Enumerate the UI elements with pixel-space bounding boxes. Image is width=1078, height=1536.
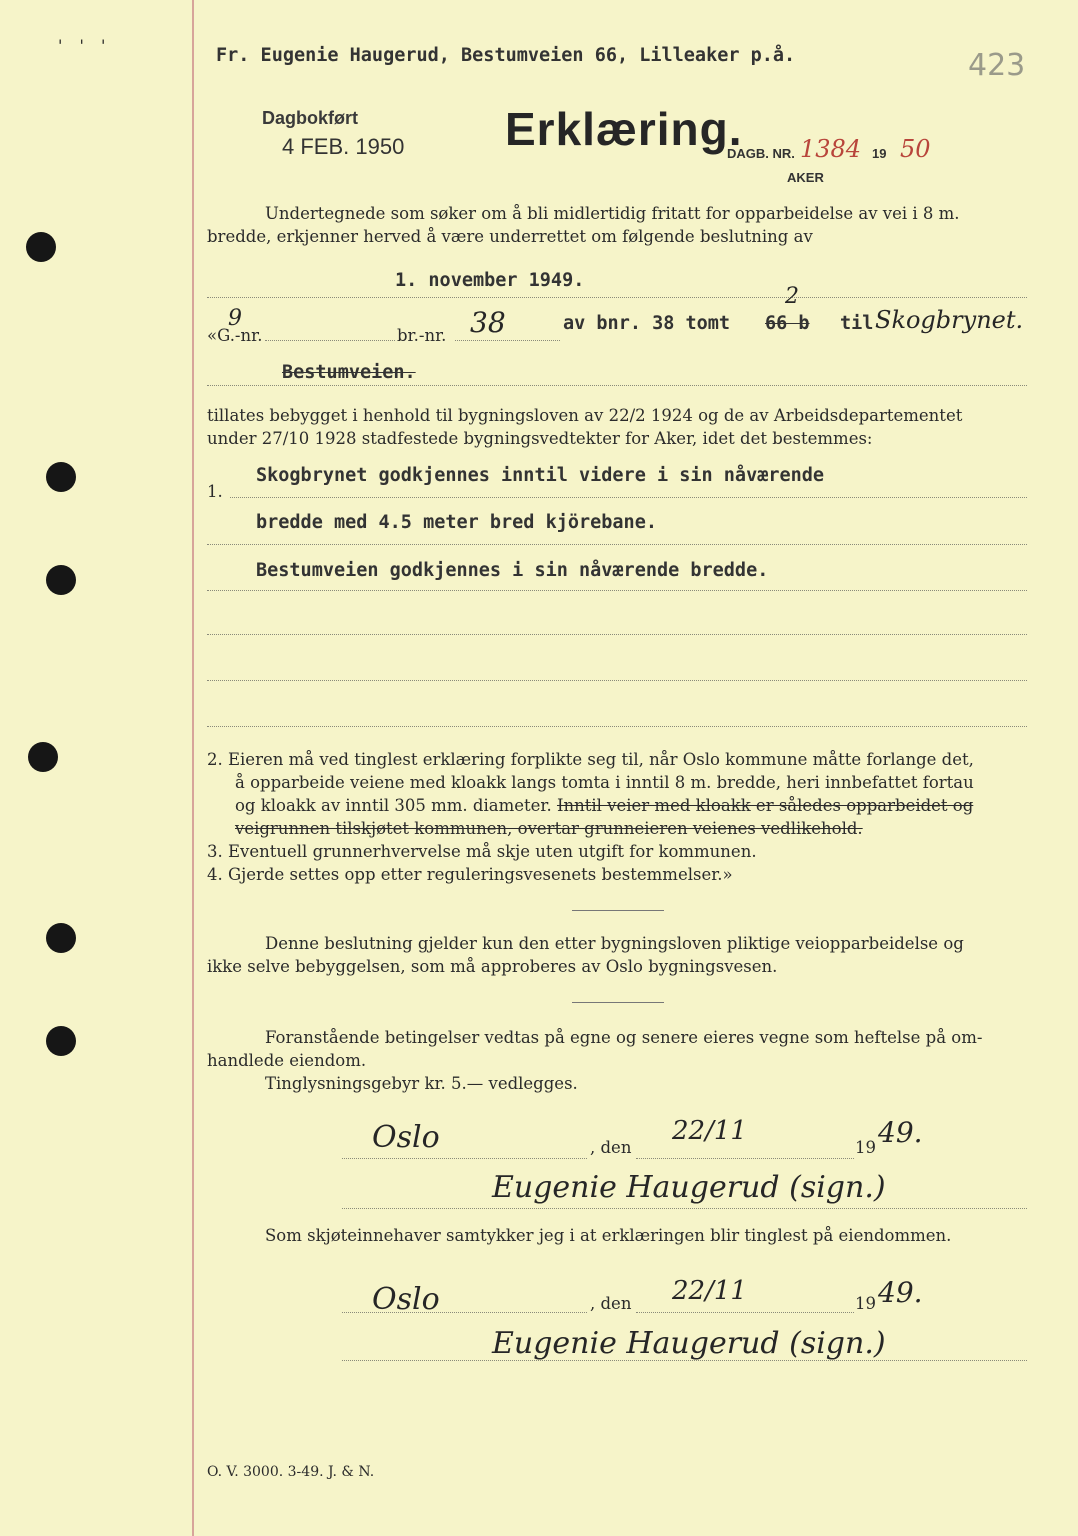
brnr-value: 38 <box>470 306 506 339</box>
closing-line-1: Foranstående betingelser vedtas på egne og senere eieres vegne som heftelse på om- <box>265 1028 983 1047</box>
conditions-block <box>207 748 974 886</box>
signature-1-name-line <box>342 1208 1027 1209</box>
intro-line-1: Undertegnede som søker om å bli midlertidig fritatt for opparbeidelse av vei i 8 m. <box>265 204 960 223</box>
dagb-label: DAGB. NR. <box>727 146 795 161</box>
property-road-handwritten: Skogbrynet. <box>875 306 1024 334</box>
condition-4: 4. Gjerde settes opp etter reguleringsvesenets bestemmelser.» <box>207 865 733 884</box>
decision-date-line <box>207 297 1027 298</box>
closing-line-2: handlede eiendom. <box>207 1051 367 1070</box>
signature-2-place: Oslo <box>372 1282 440 1317</box>
signature-2-year: 49. <box>878 1276 923 1309</box>
signature-1-name: Eugenie Haugerud (sign.) <box>492 1170 886 1205</box>
closing-paragraph <box>207 1026 982 1095</box>
signature-1-year: 49. <box>878 1116 923 1149</box>
intro-paragraph <box>207 202 960 248</box>
address-line: Fr. Eugenie Haugerud, Bestumveien 66, Lilleaker p.å. <box>216 45 796 66</box>
permission-line-2: under 27/10 1928 stadfestede bygningsvedtekter for Aker, idet det bestemmes: <box>207 429 873 448</box>
signature-2-date: 22/11 <box>672 1276 747 1306</box>
condition-1-line-3: Bestumveien godkjennes i sin nåværende bredde. <box>256 560 769 581</box>
signature-1-date: 22/11 <box>672 1116 747 1146</box>
condition-2-line-3 <box>207 794 974 817</box>
road-dotline <box>207 385 1027 386</box>
punch-hole-4 <box>28 742 58 772</box>
condition-1-dotline-6 <box>207 726 1027 727</box>
brnr-label: br.-nr. <box>397 326 447 345</box>
permission-line-1: tillates bebygget i henhold til bygningsloven av 22/2 1924 og de av Arbeidsdepartementet <box>207 406 963 425</box>
note-line-2: ikke selve bebyggelsen, som må approberes av Oslo bygningsvesen. <box>207 957 778 976</box>
document-title: Erklæring. <box>505 103 743 155</box>
signature-2-name-line <box>342 1360 1027 1361</box>
condition-1-dotline-5 <box>207 680 1027 681</box>
punch-hole-3 <box>46 565 76 595</box>
gnr-value: 9 <box>228 306 242 331</box>
margin-line <box>192 0 194 1536</box>
note-line-1: Denne beslutning gjelder kun den etter bygningsloven pliktige veiopparbeidelse og <box>265 934 964 953</box>
condition-1-dotline-2 <box>207 544 1027 545</box>
condition-2-line-3-kept: og kloakk av inntil 305 mm. diameter. <box>235 796 552 815</box>
signature-1-place-line <box>342 1158 587 1159</box>
property-typed-2: til <box>840 313 874 334</box>
signature-2-place-line <box>342 1312 587 1313</box>
condition-2-line-2: å opparbeide veiene med kloakk langs tomta i inntil 8 m. bredde, heri innbefattet fortau <box>235 773 974 792</box>
dagb-year: 50 <box>900 135 931 163</box>
separator-2 <box>572 1002 664 1003</box>
condition-1-dotline-1 <box>230 497 1027 498</box>
punch-hole-2 <box>46 462 76 492</box>
signature-1-date-line <box>636 1158 854 1159</box>
signature-2-den-label: , den <box>590 1294 632 1313</box>
gnr-dotline <box>265 340 395 341</box>
punch-hole-6 <box>46 1026 76 1056</box>
punch-hole-1 <box>26 232 56 262</box>
signature-1-year-prefix: 19 <box>855 1138 876 1157</box>
dagb-number: 1384 <box>800 135 862 163</box>
signature-2-name: Eugenie Haugerud (sign.) <box>492 1326 886 1361</box>
aker-label: AKER <box>787 170 824 185</box>
condition-2-line-3-struck: Inntil veier med kloakk er således opparbeidet og <box>556 796 974 815</box>
struck-road-name: Bestumveien. <box>282 362 416 383</box>
condition-2-line-4-struck: veigrunnen tilskjøtet kommunen, overtar grunneieren veienes vedlikehold. <box>235 819 863 838</box>
separator-1 <box>572 910 664 911</box>
condition-2-line-1: 2. Eieren må ved tinglest erklæring forplikte seg til, når Oslo kommune måtte forlange det, <box>207 750 974 769</box>
consent-text: Som skjøteinnehaver samtykker jeg i at erklæringen blir tinglest på eiendommen. <box>265 1226 952 1245</box>
page-number: 423 <box>968 48 1026 83</box>
brnr-dotline <box>455 340 560 341</box>
signature-2-date-line <box>636 1312 854 1313</box>
corner-marks: ' ' ' <box>58 36 112 55</box>
stamp-label: Dagbokført <box>262 108 358 128</box>
signature-1-den-label: , den <box>590 1138 632 1157</box>
permission-paragraph <box>207 404 962 450</box>
signature-2-year-prefix: 19 <box>855 1294 876 1313</box>
condition-1-line-2: bredde med 4.5 meter bred kjörebane. <box>256 512 657 533</box>
condition-1-line-1: Skogbrynet godkjennes inntil videre i sin nåværende <box>256 465 825 486</box>
footer-imprint: O. V. 3000. 3-49. J. & N. <box>207 1464 375 1480</box>
intro-line-2: bredde, erkjenner herved å være underrettet om følgende beslutning av <box>207 227 813 246</box>
stamp-date: 4 FEB. 1950 <box>282 134 405 159</box>
property-hand-insert: 2 <box>785 284 799 309</box>
dagb-year-prefix: 19 <box>872 146 887 161</box>
note-paragraph <box>207 932 964 978</box>
decision-date: 1. november 1949. <box>395 270 585 291</box>
punch-hole-5 <box>46 923 76 953</box>
condition-1-dotline-3 <box>207 590 1027 591</box>
property-typed-1: av bnr. 38 tomt <box>563 313 731 334</box>
condition-3: 3. Eventuell grunnerhvervelse må skje uten utgift for kommunen. <box>207 842 757 861</box>
condition-1-dotline-4 <box>207 634 1027 635</box>
gnr-label: «G.-nr. <box>207 326 263 345</box>
property-struck-text: 66 b <box>765 313 810 334</box>
signature-1-place: Oslo <box>372 1120 440 1155</box>
condition-1-number: 1. <box>207 482 223 501</box>
fee-line: Tinglysningsgebyr kr. 5.— vedlegges. <box>265 1074 578 1093</box>
